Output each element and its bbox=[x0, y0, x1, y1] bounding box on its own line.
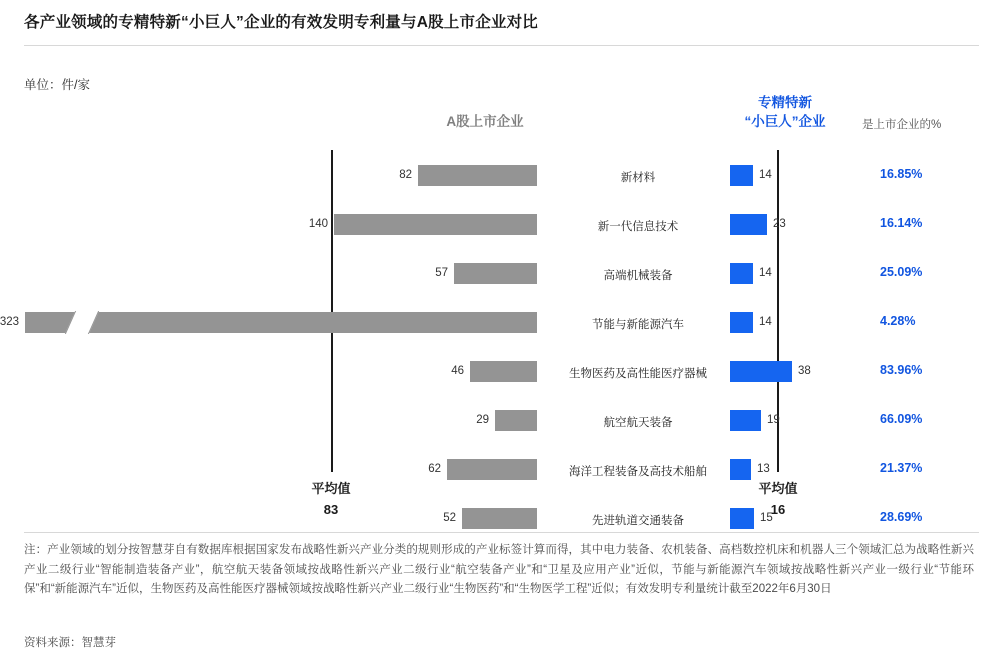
average-value-left: 83 bbox=[323, 502, 339, 517]
chart-row bbox=[0, 302, 1003, 351]
page-title: 各产业领域的专精特新“小巨人”企业的有效发明专利量与A股上市企业对比 bbox=[24, 14, 538, 31]
sme-bar bbox=[730, 165, 753, 186]
sme-bar-value: 23 bbox=[773, 218, 786, 230]
chart-row bbox=[0, 155, 1003, 204]
sme-bar-track bbox=[730, 400, 890, 449]
listed-bar bbox=[495, 410, 537, 431]
sme-bar bbox=[730, 312, 753, 333]
category-label: 海洋工程装备及高技术船舶 bbox=[569, 466, 707, 478]
sme-bar-track bbox=[730, 498, 890, 547]
chart-rows bbox=[0, 155, 1003, 547]
unit-note: 单位：件/家 bbox=[24, 78, 90, 92]
sme-bar-value: 38 bbox=[798, 365, 811, 377]
category-label: 先进轨道交通装备 bbox=[592, 515, 684, 527]
listed-bar-value: 82 bbox=[399, 169, 412, 181]
category-label: 生物医药及高性能医疗器械 bbox=[569, 368, 707, 380]
category-label: 新一代信息技术 bbox=[597, 221, 679, 233]
average-label-right-text: 平均值 bbox=[758, 481, 798, 496]
listed-bar-value: 57 bbox=[435, 267, 448, 279]
listed-bar-track bbox=[0, 155, 537, 204]
sme-bar-value: 14 bbox=[759, 267, 772, 279]
chart-row bbox=[0, 400, 1003, 449]
listed-bar bbox=[470, 361, 537, 382]
ratio-value: 28.69% bbox=[880, 510, 923, 524]
listed-bar-value: 29 bbox=[476, 414, 489, 426]
column-header-ratio: 是上市企业的% bbox=[862, 119, 942, 131]
category-label: 新材料 bbox=[620, 172, 656, 184]
average-value-right: 16 bbox=[770, 502, 786, 517]
sme-bar-track bbox=[730, 302, 890, 351]
sme-bar-track bbox=[730, 155, 890, 204]
chart-row bbox=[0, 449, 1003, 498]
listed-bar-track bbox=[0, 449, 537, 498]
ratio-value: 4.28% bbox=[880, 314, 916, 328]
column-header-sme-line2: “小巨人”企业 bbox=[744, 114, 826, 129]
ratio-value: 16.85% bbox=[880, 167, 923, 181]
sme-bar bbox=[730, 214, 767, 235]
chart-row bbox=[0, 204, 1003, 253]
ratio-value: 21.37% bbox=[880, 461, 923, 475]
listed-bar-track bbox=[0, 351, 537, 400]
sme-bar-track bbox=[730, 204, 890, 253]
category-label: 高端机械装备 bbox=[603, 270, 673, 282]
chart-note: 注：产业领域的划分按智慧芽自有数据库根据国家发布战略性新兴产业分类的规则形成的产业标签计算而得，其中电力装备、农机装备、高档数控机床和机器人三个领域汇总为战略性新兴产业二级行业“智能制造装备产业”，航空航天装备领域按战略性新兴产业二级行业“航空装备产业”和“卫星及应用产业”近似，节能与新能源汽车领域按战略性新兴产业一级行业“节能环保”和“新能源汽车”近似，生物医药及高性能医疗器械领域按战略性新兴产业二级行业“生物医药”和“生物医学工程”近似；有效发明专利量统计截至2022年6月30日 bbox=[24, 544, 974, 595]
category-label: 节能与新能源汽车 bbox=[592, 319, 684, 331]
chart-row bbox=[0, 253, 1003, 302]
listed-bar-track bbox=[0, 204, 537, 253]
average-label-left-text: 平均值 bbox=[311, 481, 351, 496]
sme-bar bbox=[730, 410, 761, 431]
sme-bar-track bbox=[730, 449, 890, 498]
sme-bar-track bbox=[730, 253, 890, 302]
listed-bar-value: 52 bbox=[443, 512, 456, 524]
listed-bar bbox=[418, 165, 537, 186]
ratio-value: 16.14% bbox=[880, 216, 923, 230]
sme-bar-value: 19 bbox=[767, 414, 780, 426]
sme-bar-value: 14 bbox=[759, 316, 772, 328]
column-header-listed: A股上市企业 bbox=[446, 114, 524, 129]
chart-row bbox=[0, 351, 1003, 400]
listed-bar bbox=[462, 508, 537, 529]
sme-bar bbox=[730, 263, 753, 284]
listed-bar-value: 46 bbox=[451, 365, 464, 377]
sme-bar-value: 14 bbox=[759, 169, 772, 181]
chart-source: 资料来源：智慧芽 bbox=[24, 637, 116, 649]
column-header-sme-line1: 专精特新 bbox=[758, 95, 812, 110]
listed-bar-value: 140 bbox=[308, 218, 328, 230]
category-label: 航空航天装备 bbox=[603, 417, 673, 429]
sme-bar bbox=[730, 361, 792, 382]
listed-bar bbox=[334, 214, 537, 235]
sme-bar bbox=[730, 459, 751, 480]
ratio-value: 66.09% bbox=[880, 412, 923, 426]
ratio-value: 83.96% bbox=[880, 363, 923, 377]
listed-bar-value: 62 bbox=[428, 463, 441, 475]
sme-bar bbox=[730, 508, 754, 529]
listed-bar bbox=[447, 459, 537, 480]
listed-bar bbox=[25, 312, 537, 333]
listed-bar bbox=[454, 263, 537, 284]
listed-bar-value: 323 bbox=[0, 316, 19, 328]
chart-row bbox=[0, 498, 1003, 547]
listed-bar-track bbox=[0, 253, 537, 302]
title-divider bbox=[24, 45, 979, 46]
ratio-value: 25.09% bbox=[880, 265, 923, 279]
footer-divider bbox=[24, 532, 979, 533]
listed-bar-track bbox=[0, 302, 537, 351]
sme-bar-value: 15 bbox=[760, 512, 773, 524]
sme-bar-track bbox=[730, 351, 890, 400]
listed-bar-track bbox=[0, 400, 537, 449]
listed-bar-track bbox=[0, 498, 537, 547]
column-header-sme bbox=[700, 93, 870, 131]
sme-bar-value: 13 bbox=[757, 463, 770, 475]
